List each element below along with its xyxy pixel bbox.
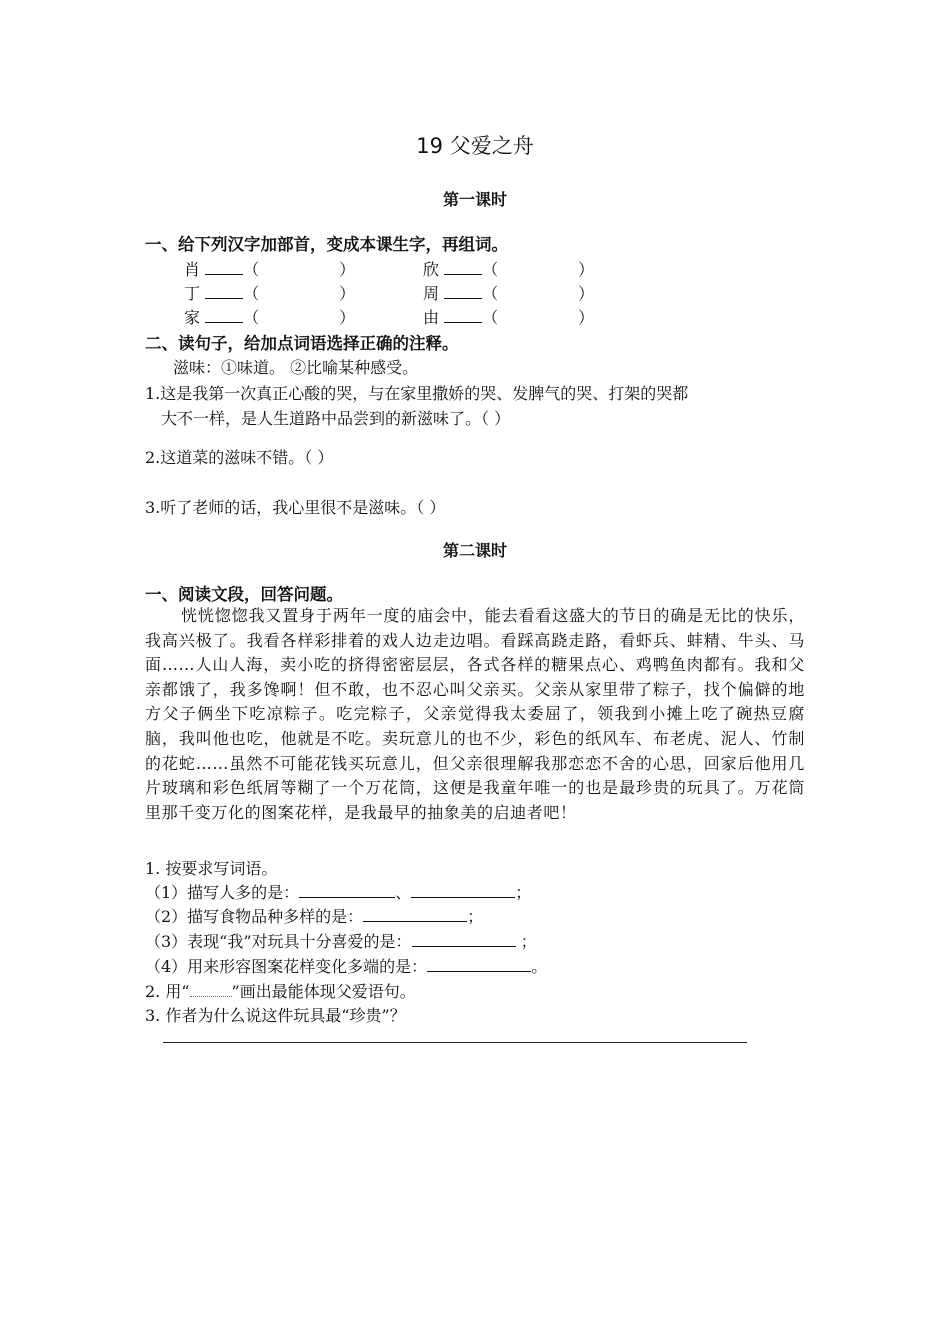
item-label: （1）描写人多的是：: [145, 883, 300, 902]
answer-blank[interactable]: [205, 308, 243, 323]
answer-blank[interactable]: [299, 883, 395, 898]
answer-blank[interactable]: [363, 907, 467, 922]
answer-blank[interactable]: [444, 284, 482, 299]
definition-note: 滋味：①味道。 ②比喻某种感受。: [173, 358, 419, 377]
sentence-item-cont: 大不一样，是人生道路中品尝到的新滋味了。（ ）: [161, 409, 511, 428]
radical-item: 丁 （ ）: [184, 284, 356, 303]
radical-char: 周: [423, 284, 440, 303]
lesson-2-heading: 第二课时: [442, 541, 507, 560]
answer-blank[interactable]: [205, 284, 243, 299]
sentence-item: 2.这道菜的滋味不错。（ ）: [145, 448, 334, 467]
sentence-item: 3.听了老师的话，我心里很不是滋味。（ ）: [145, 498, 446, 517]
item-label: （2）描写食物品种多样的是：: [145, 907, 364, 926]
answer-blank[interactable]: [427, 957, 531, 972]
worksheet-title: 19 父爱之舟: [416, 134, 534, 158]
radical-item: 由 （ ）: [423, 308, 595, 327]
dotted-underline-sample: [190, 984, 232, 997]
answer-blank[interactable]: [444, 308, 482, 323]
question-2: [145, 979, 416, 1002]
q2-suffix: ”画出最能体现父爱语句。: [231, 982, 416, 1001]
radical-char: 家: [184, 308, 201, 327]
radical-char: 由: [423, 308, 440, 327]
radical-item: 肖 （ ）: [184, 260, 356, 279]
section-2-title: 二、读句子，给加点词语选择正确的注释。: [145, 334, 459, 353]
question-1-item: （1）描写人多的是： 、 ；: [145, 883, 532, 902]
item-label: （4）用来形容图案花样变化多端的是：: [145, 957, 428, 976]
radical-char: 欣: [423, 260, 440, 279]
answer-line[interactable]: [163, 1042, 747, 1043]
radical-item: 周 （ ）: [423, 284, 595, 303]
answer-blank[interactable]: [444, 260, 482, 275]
radical-item: 家 （ ）: [184, 308, 356, 327]
question-1-item: （2）描写食物品种多样的是： ；: [145, 907, 484, 926]
reading-section-title: 一、阅读文段，回答问题。: [145, 585, 343, 604]
sentence-item: 1.这是我第一次真正心酸的哭，与在家里撒娇的哭、发脾气的哭、打架的哭都: [145, 384, 689, 403]
question-1-item: （4）用来形容图案花样变化多端的是： 。: [145, 957, 548, 976]
answer-blank[interactable]: [412, 932, 516, 947]
question-1-item: （3）表现“我”对玩具十分喜爱的是： ；: [145, 932, 537, 951]
lesson-1-heading: 第一课时: [442, 190, 507, 209]
passage-text: 恍恍惚惚我又置身于两年一度的庙会中，能去看看这盛大的节日的确是无比的快乐，我高兴极了。我看各样彩排着的戏人边走边唱。看踩高跷走路，看虾兵、蚌精、牛头、马面……人山人海，卖小吃的挤得密密层层，各式各样的糖果点心、鸡鸭鱼肉都有。我和父亲都饿了，我多馋啊！但不敢，也不忍心叫父亲买。父亲从家里带了粽子，找个偏僻的地方父子俩坐下吃凉粽子。吃完粽子，父亲觉得我太委屈了，领我到小摊上吃了碗热豆腐脑，我叫他也吃，他就是不吃。卖玩意儿的也不少，彩色的纸风车、布老虎、泥人、竹制的花蛇……虽然不可能花钱买玩意儿，但父亲很理解我那恋恋不舍的心思，回家后他用几片玻璃和彩色纸屑等糊了一个万花筒，这便是我童年唯一的也是最珍贵的玩具了。万花筒里那千变万化的图案花样，是我最早的抽象美的启迪者吧！: [145, 606, 805, 822]
answer-blank[interactable]: [205, 260, 243, 275]
answer-blank[interactable]: [411, 883, 515, 898]
question-3: 3. 作者为什么说这件玩具最“珍贵”？: [145, 1006, 406, 1025]
question-1: 1. 按要求写词语。: [145, 859, 278, 878]
radical-char: 丁: [184, 284, 201, 303]
reading-passage: [145, 604, 805, 825]
section-1-title: 一、给下列汉字加部首，变成本课生字，再组词。: [145, 235, 508, 254]
radical-char: 肖: [184, 260, 201, 279]
q2-prefix: 2. 用“: [145, 982, 190, 1001]
item-label: （3）表现“我”对玩具十分喜爱的是：: [145, 932, 412, 951]
radical-item: 欣 （ ）: [423, 260, 595, 279]
